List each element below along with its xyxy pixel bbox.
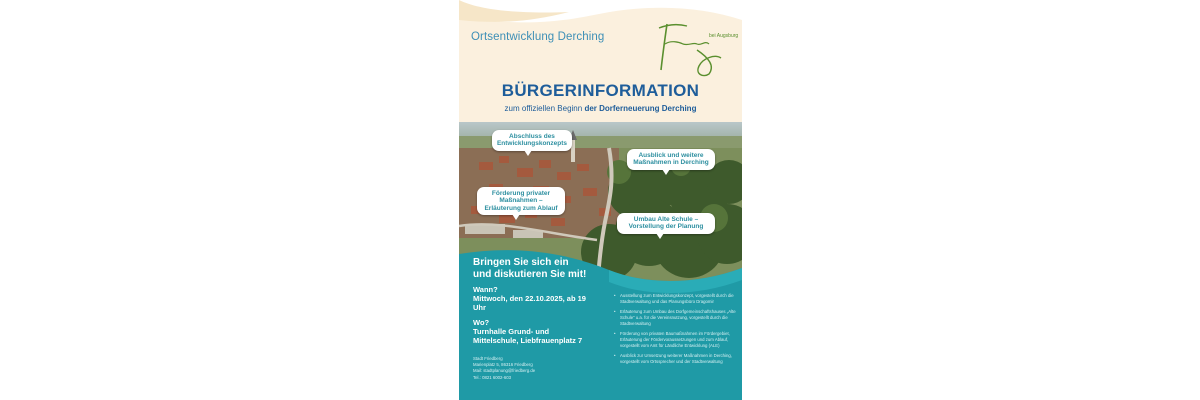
contact-line: Mail: stadtplanung@friedberg.de (473, 368, 536, 374)
poster (459, 0, 742, 400)
kicker-title: Ortsentwicklung Derching (471, 31, 605, 43)
callout-foerderung: Förderung privater Maßnahmen – Erläuterung zum Ablauf (477, 187, 565, 215)
callout-alte-schule: Umbau Alte Schule – Vorstellung der Planung (617, 213, 715, 234)
call-to-action (473, 257, 586, 281)
contact-line: Tel.: 0821 6002-603 (473, 374, 511, 380)
agenda-item: • Förderung von privaten Baumaßnahmen im Fördergebiet, Erläuterung der Fördervoraussetzungen und zum Ablauf, vorgestellt vom Amt für Ländliche Entwicklung (ALE) (614, 331, 738, 349)
subline-plain: zum offiziellen Beginn (504, 104, 585, 113)
contact-line: Marienplatz 5, 86316 Friedberg (473, 362, 533, 368)
friedberg-logo (649, 18, 739, 78)
cta-line-1: Bringen Sie sich ein (473, 257, 569, 268)
headline: BÜRGERINFORMATION (501, 81, 700, 100)
subline (459, 104, 742, 113)
where-label: Wo? (473, 318, 490, 327)
agenda-item: • Ausblick zur Umsetzung weiterer Maßnahmen in Derching, vorgestellt vom Ortssprecher und der Stadtverwaltung (614, 353, 738, 365)
contact-block (473, 356, 583, 381)
contact-line: Stadt Friedberg (473, 356, 503, 361)
agenda-item: • Erläuterung zum Umbau des Dorfgemeinschaftshauses „Alte Schule“ u.a. für die Vereinsnutzung, vorgestellt durch die Stadtverwaltung (614, 309, 738, 327)
agenda-list (614, 293, 738, 369)
logo-tagline: bei Augsburg (709, 33, 739, 39)
when-label: Wann? (473, 285, 498, 294)
cta-line-2: und diskutieren Sie mit! (473, 269, 587, 280)
agenda-item: • Ausstellung zum Entwicklungskonzept, vorgestellt durch die Stadtverwaltung und das Planungsbüro Dragomir (614, 293, 738, 305)
when-value: Mittwoch, den 22.10.2025, ab 19 Uhr (473, 294, 586, 313)
where-value: Turnhalle Grund- und Mittelschule, Liebfrauenplatz 7 (473, 327, 583, 346)
subline-bold: der Dorferneuerung Derching (584, 104, 697, 113)
callout-ausblick: Ausblick und weitere Maßnahmen in Derching (627, 149, 715, 170)
callout-abschluss: Abschluss des Entwicklungskonzepts (492, 130, 572, 151)
